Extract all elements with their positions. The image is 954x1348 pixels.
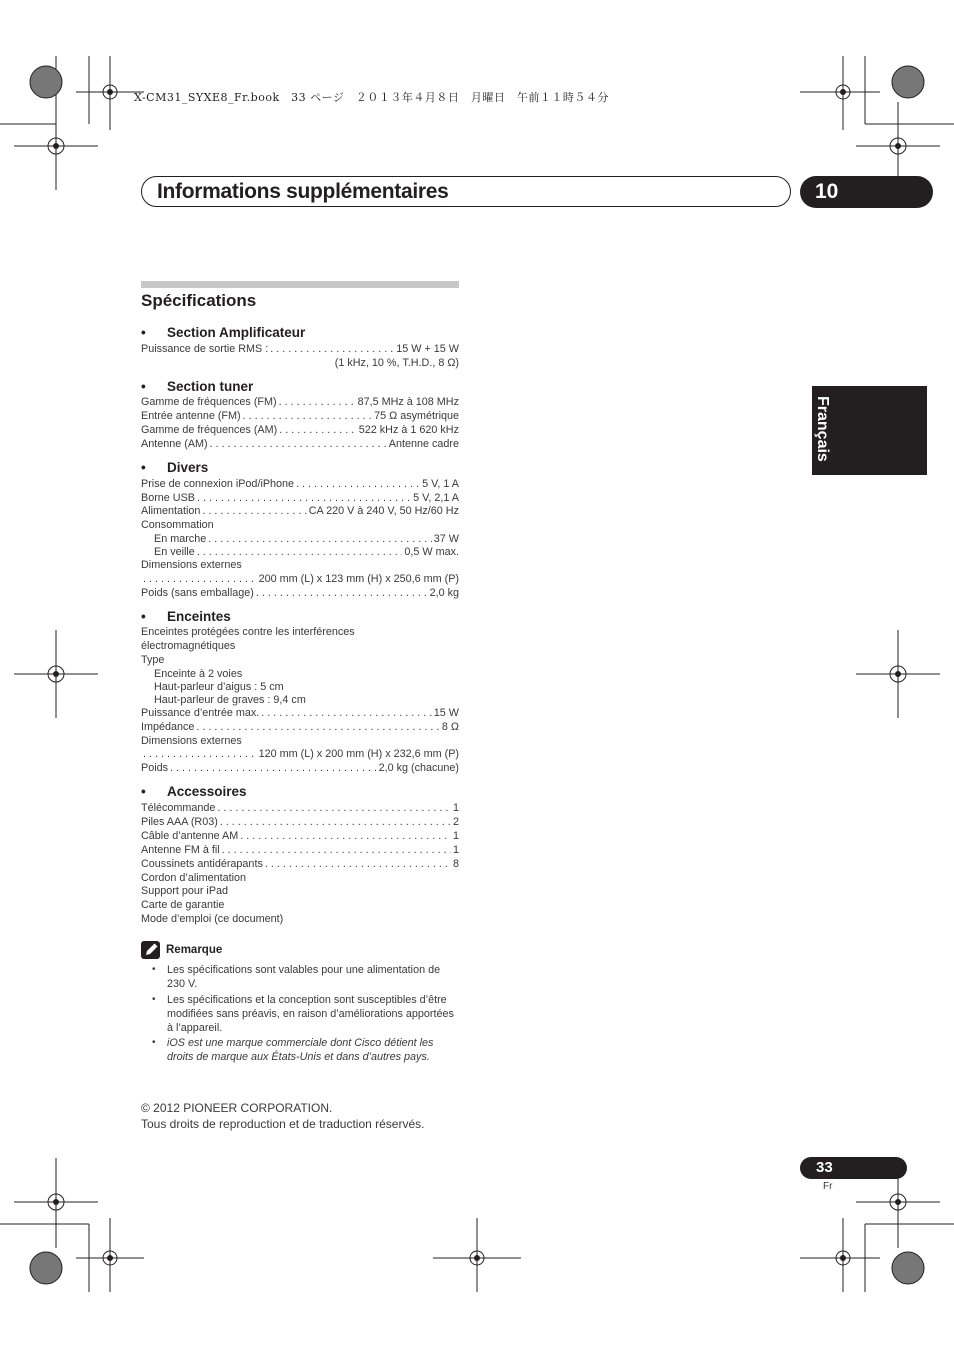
spec-row: Piles AAA (R03) . . . 2 bbox=[141, 816, 459, 829]
spec-row: Câble d’antenne AM . . . 1 bbox=[141, 830, 459, 843]
spec-row: Antenne (AM) . . . Antenne cadre bbox=[141, 438, 459, 451]
spec-label: Consommation bbox=[141, 519, 214, 531]
note-item: Les spécifications et la conception sont susceptibles d’être modifiées sans préavis, en raison d’améliorations apportées à l’appareil. bbox=[167, 994, 454, 1034]
spec-row: En veille . . . 0,5 W max. bbox=[141, 546, 459, 559]
spec-row: Antenne FM à fil . . . 1 bbox=[141, 844, 459, 857]
bullet-icon: • bbox=[152, 964, 156, 975]
bullet-icon: • bbox=[141, 784, 146, 799]
spec-row: Borne USB . . . 5 V, 2,1 A bbox=[141, 492, 459, 505]
spec-row: Coussinets antidérapants . . . 8 bbox=[141, 858, 459, 871]
subsection-heading-divers: • Divers bbox=[141, 460, 209, 475]
spec-text: électromagnétiques bbox=[141, 640, 236, 652]
subsection-heading-tuner: • Section tuner bbox=[141, 379, 254, 394]
spec-row: Alimentation . . . CA 220 V à 240 V, 50 Hz/60 Hz bbox=[141, 505, 459, 518]
spec-text: Haut-parleur d’aigus : 5 cm bbox=[154, 681, 284, 693]
spec-text: Support pour iPad bbox=[141, 885, 229, 897]
copyright bbox=[141, 1101, 425, 1132]
spec-text: Enceinte à 2 voies bbox=[154, 668, 243, 680]
bullet-icon: • bbox=[141, 609, 146, 624]
spec-row: . . . 200 mm (L) x 123 mm (H) x 250,6 mm (P) bbox=[141, 573, 459, 586]
spec-row: Poids . . . 2,0 kg (chacune) bbox=[141, 762, 459, 775]
note-title: Remarque bbox=[166, 944, 223, 956]
spec-text: Cordon d’alimentation bbox=[141, 872, 247, 884]
language-tab-label: Français bbox=[814, 396, 831, 462]
bullet-icon: • bbox=[141, 325, 146, 340]
note-item: Les spécifications sont valables pour une alimentation de 230 V. bbox=[167, 964, 441, 990]
page-number: 33 bbox=[816, 1159, 833, 1176]
spec-row: Entrée antenne (FM) . . . 75 Ω asymétrique bbox=[141, 410, 459, 423]
spec-label: Dimensions externes bbox=[141, 735, 242, 747]
copyright-line: Tous droits de reproduction et de traduction réservés. bbox=[141, 1116, 425, 1131]
spec-note: (1 kHz, 10 %, T.H.D., 8 Ω) bbox=[334, 357, 459, 369]
spec-text: Haut-parleur de graves : 9,4 cm bbox=[154, 694, 306, 706]
note-pencil-icon bbox=[141, 941, 160, 959]
spec-row: En marche . . . 37 W bbox=[141, 533, 459, 546]
spec-row: . . . 120 mm (L) x 200 mm (H) x 232,6 mm (P) bbox=[141, 748, 459, 761]
spec-row: Télécommande . . . 1 bbox=[141, 802, 459, 815]
subsection-heading-amplificateur: • Section Amplificateur bbox=[141, 325, 306, 340]
spec-text: Carte de garantie bbox=[141, 899, 225, 911]
spec-row: Prise de connexion iPod/iPhone . . . 5 V, 1 A bbox=[141, 478, 459, 491]
note-item: iOS est une marque commerciale dont Cisco détient les droits de marque aux États-Unis et dans d’autres pays. bbox=[167, 1037, 434, 1063]
copyright-line: © 2012 PIONEER CORPORATION. bbox=[141, 1101, 333, 1115]
subsection-heading-enceintes: • Enceintes bbox=[141, 609, 231, 624]
section-rule bbox=[141, 281, 459, 288]
section-title: Spécifications bbox=[141, 291, 257, 310]
bullet-icon: • bbox=[141, 379, 146, 394]
spec-row: Impédance . . . 8 Ω bbox=[141, 721, 459, 734]
bullet-icon: • bbox=[141, 460, 146, 475]
page-language-code: Fr bbox=[823, 1181, 833, 1192]
spec-label: Dimensions externes bbox=[141, 559, 242, 571]
spec-text: Enceintes protégées contre les interférences bbox=[141, 626, 355, 638]
bullet-icon: • bbox=[152, 994, 156, 1005]
subsection-heading-accessoires: • Accessoires bbox=[141, 784, 247, 799]
chapter-title: Informations supplémentaires bbox=[157, 180, 449, 203]
spec-row: Gamme de fréquences (FM) . . . 87,5 MHz à 108 MHz bbox=[141, 396, 459, 409]
spec-row: Puissance d’entrée max. . . . 15 W bbox=[141, 707, 459, 720]
spec-row: Gamme de fréquences (AM) . . . 522 kHz à 1 620 kHz bbox=[141, 424, 459, 437]
bullet-icon: • bbox=[152, 1037, 156, 1048]
print-header: X-CM31_SYXE8_Fr.book 33 ページ ２０１３年４月８日 月曜日 午前１１時５４分 bbox=[134, 91, 609, 104]
chapter-number: 10 bbox=[815, 180, 839, 203]
spec-row: Puissance de sortie RMS : . . . 15 W + 15 W bbox=[141, 343, 459, 356]
spec-text: Mode d’emploi (ce document) bbox=[141, 913, 284, 925]
spec-row: Poids (sans emballage) . . . 2,0 kg bbox=[141, 587, 459, 600]
spec-label: Type bbox=[141, 654, 165, 666]
